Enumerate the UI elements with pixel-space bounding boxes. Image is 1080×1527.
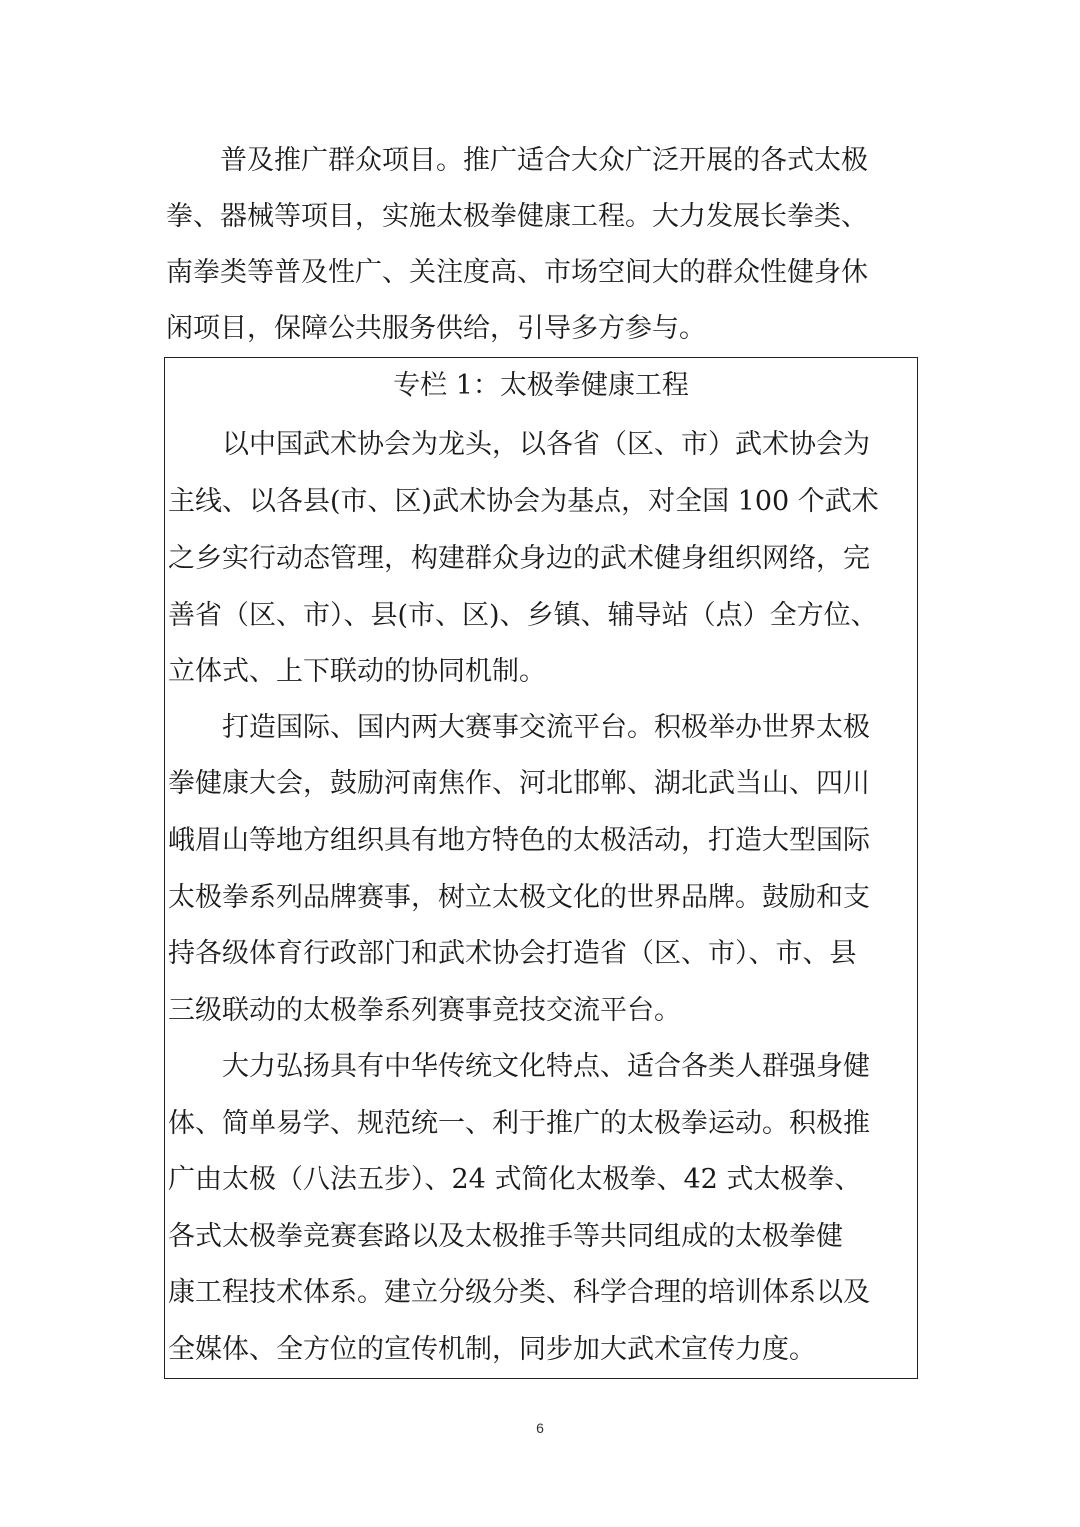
column-p2-line-4: 太极拳系列品牌赛事，树立太极文化的世界品牌。鼓励和支 — [168, 882, 870, 913]
intro-line-3: 南拳类等普及性广、关注度高、市场空间大的群众性健身休 — [166, 257, 868, 288]
page-number: 6 — [536, 1420, 544, 1436]
column-p2-line-5: 持各级体育行政部门和武术协会打造省（区、市）、市、县 — [168, 938, 857, 969]
column-p1-line-1: 以中国武术协会为龙头，以各省（区、市）武术协会为 — [222, 429, 870, 460]
intro-line-4: 闲项目，保障公共服务供给，引导多方参与。 — [166, 313, 706, 344]
column-p1-line-4: 善省（区、市）、县(市、区)、乡镇、辅导站（点）全方位、 — [168, 600, 878, 631]
column-title: 专栏 1：太极拳健康工程 — [393, 370, 689, 401]
column-p3-line-1: 大力弘扬具有中华传统文化特点、适合各类人群强身健 — [222, 1051, 870, 1082]
column-p3-line-6: 全媒体、全方位的宣传机制，同步加大武术宣传力度。 — [168, 1334, 816, 1365]
column-p2-line-1: 打造国际、国内两大赛事交流平台。积极举办世界太极 — [222, 712, 870, 743]
column-p3-line-3: 广由太极（八法五步）、24 式简化太极拳、42 式太极拳、 — [168, 1164, 862, 1195]
column-p1-line-5: 立体式、上下联动的协同机制。 — [168, 656, 546, 687]
intro-line-1: 普及推广群众项目。推广适合大众广泛开展的各式太极 — [220, 145, 868, 176]
column-p3-line-4: 各式太极拳竞赛套路以及太极推手等共同组成的太极拳健 — [168, 1221, 843, 1252]
column-p3-line-2: 体、简单易学、规范统一、利于推广的太极拳运动。积极推 — [168, 1108, 870, 1139]
column-p2-line-2: 拳健康大会，鼓励河南焦作、河北邯郸、湖北武当山、四川 — [168, 768, 870, 799]
column-p3-line-5: 康工程技术体系。建立分级分类、科学合理的培训体系以及 — [168, 1277, 870, 1308]
column-p1-line-2: 主线、以各县(市、区)武术协会为基点，对全国 100 个武术 — [168, 486, 879, 517]
column-p1-line-3: 之乡实行动态管理，构建群众身边的武术健身组织网络，完 — [168, 543, 870, 574]
column-p2-line-6: 三级联动的太极拳系列赛事竞技交流平台。 — [168, 995, 681, 1026]
column-p2-line-3: 峨眉山等地方组织具有地方特色的太极活动，打造大型国际 — [168, 825, 870, 856]
intro-line-2: 拳、器械等项目，实施太极拳健康工程。大力发展长拳类、 — [166, 201, 868, 232]
